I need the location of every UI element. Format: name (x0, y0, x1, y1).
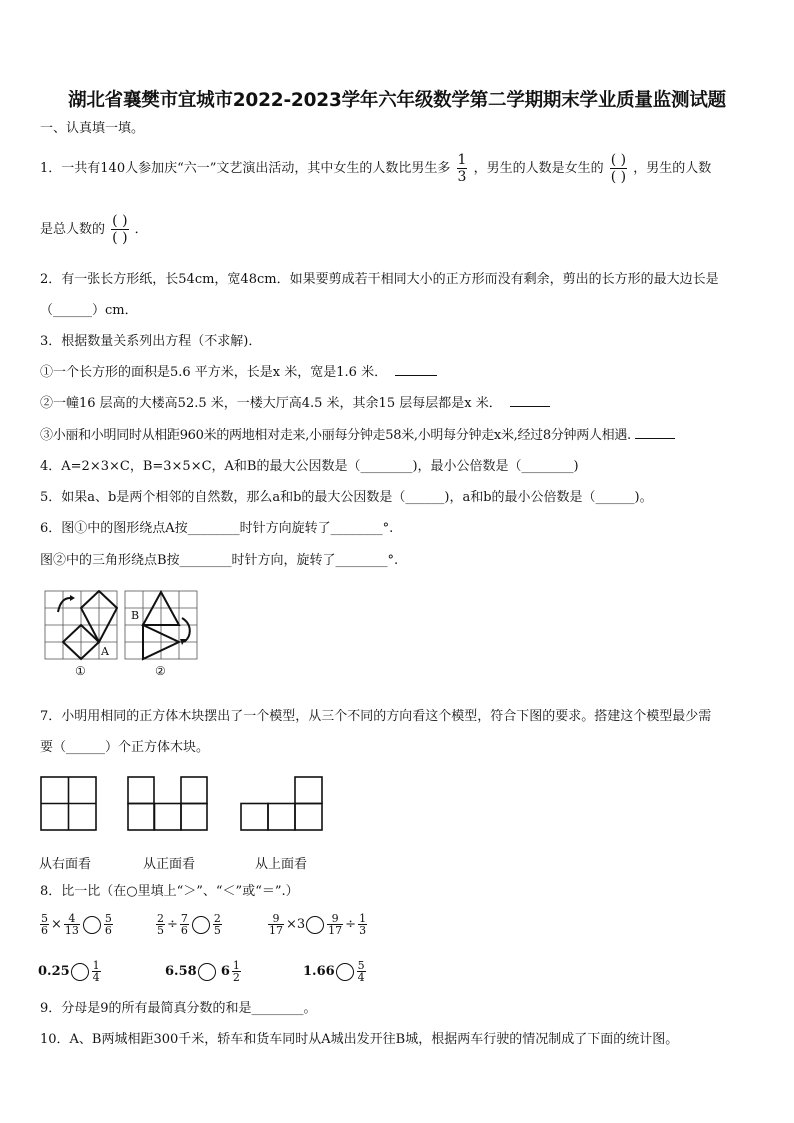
compare-expression-5: 6.58 6 $\frac{1}{2}$ (165, 960, 243, 983)
fraction: $\frac{1}{4}$ (92, 959, 100, 984)
fraction: $\frac{1}{3}$ (359, 912, 367, 937)
q1-fraction-numerator: 1 (457, 152, 467, 168)
q3-part-3-answer-blank[interactable] (635, 438, 675, 439)
question-8-intro: 8．比一比（在○里填上“＞”、“＜”或“＝”.） (40, 884, 299, 899)
q1-blank-den: ( ) (610, 169, 627, 185)
question-7-line-2[interactable]: 要（______）个正方体木块。 (40, 740, 210, 755)
question-3-intro: 3．根据数量关系列出方程（不求解)． (40, 334, 262, 349)
compare-circle-3[interactable] (306, 916, 324, 934)
fraction: $\frac{5}{6}$ (41, 912, 48, 937)
view-label-top: 从上面看 (255, 857, 308, 872)
compare-circle-4[interactable] (71, 963, 89, 981)
point-a-label: A (101, 645, 109, 658)
q1-text-b: ，男生的人数是女生的 (473, 161, 604, 176)
compare-expression-2: $\frac{2}{5}$ ÷ $\frac{7}{6}$ $\frac{2}{5}$ (157, 912, 221, 937)
figure-1-label: ① (75, 664, 86, 678)
fraction: $\frac{4}{13}$ (64, 912, 79, 937)
q1-text-a: 1．一共有140人参加庆“六一”文艺演出活动，其中女生的人数比男生多 (40, 161, 451, 176)
fraction: $\frac{9}{17}$ (269, 912, 283, 937)
compare-expression-3: $\frac{9}{17}$ ×3 $\frac{9}{17}$ ÷ $\frac{1}{3}$ (269, 912, 367, 937)
question-2-line-2[interactable]: （______）cm． (40, 303, 138, 318)
q1-text-c: ，男生的人数 (633, 161, 712, 176)
q1-fraction-denominator: 3 (457, 169, 467, 185)
point-b-label: B (131, 609, 140, 622)
view-label-front: 从正面看 (143, 857, 196, 872)
q1-blank-fraction-2[interactable] (111, 213, 128, 246)
question-1-line-2 (40, 213, 148, 246)
compare-circle-2[interactable] (192, 916, 210, 934)
q1-fraction (457, 152, 468, 185)
compare-expression-4: 0.25 $\frac{1}{4}$ (38, 959, 100, 984)
view-label-right: 从右面看 (39, 857, 92, 872)
question-6-line-2[interactable]: 图②中的三角形绕点B按________时针方向，旋转了________°. (40, 553, 399, 568)
fraction: $\frac{5}{4}$ (357, 959, 365, 984)
fraction: $\frac{5}{6}$ (104, 912, 112, 937)
question-10: 10．A、B两城相距300千米，轿车和货车同时从A城出发开往B城，根据两车行驶的情况制成了下面的统计图。 (40, 1032, 679, 1047)
question-3-part-1 (40, 365, 437, 381)
q1-blank-num: ( ) (610, 152, 627, 168)
q1-blank2-den: ( ) (112, 230, 128, 246)
question-4[interactable]: 4．A=2×3×C，B=3×5×C，A和B的最大公因数是（________)，最小公倍数是（________) (40, 459, 579, 474)
q1-blank-fraction-1[interactable] (610, 152, 627, 185)
question-2-line-1: 2．有一张长方形纸，长54cm，宽48cm．如果要剪成若干相同大小的正方形而没有剩余，剪出的长方形的最大边长是 (40, 272, 719, 287)
rotation-figure-1 (44, 590, 122, 662)
question-1-line-1 (40, 152, 711, 185)
rotation-figure-2 (124, 590, 198, 662)
compare-expression-6: 1.66 $\frac{5}{4}$ (303, 959, 365, 984)
q1-text-d: 是总人数的 (40, 222, 106, 237)
question-6-line-1[interactable]: 6．图①中的图形绕点A按________时针方向旋转了________°. (40, 521, 394, 536)
view-from-right (40, 776, 98, 832)
view-from-front (127, 776, 209, 832)
page-title: 湖北省襄樊市宜城市2022-2023学年六年级数学第二学期期末学业质量监测试题 (68, 90, 726, 111)
view-from-top (240, 776, 324, 832)
figure-2-label: ② (155, 664, 166, 678)
question-3-part-2 (40, 396, 550, 412)
fraction: $\frac{2}{5}$ (213, 912, 221, 937)
q1-text-e: ． (134, 222, 148, 237)
section-heading: 一、认真填一填。 (40, 121, 145, 136)
q3-part-2-text: ②一幢16 层高的大楼高52.5 米，一楼大厅高4.5 米，其余15 层每层都是x 米． (40, 396, 502, 411)
q3-part-1-text: ①一个长方形的面积是5.6 平方米，长是x 米，宽是1.6 米． (40, 365, 388, 380)
fraction: $\frac{7}{6}$ (180, 912, 188, 937)
q3-part-2-answer-blank[interactable] (510, 406, 550, 407)
question-3-part-3 (40, 428, 675, 444)
fraction: $\frac{9}{17}$ (328, 912, 343, 937)
compare-expression-1: $\frac{5}{6}$ × $\frac{4}{13}$ $\frac{5}{6}$ (41, 912, 112, 937)
compare-circle-5[interactable] (198, 963, 216, 981)
compare-circle-6[interactable] (336, 963, 354, 981)
compare-circle-1[interactable] (83, 916, 101, 934)
q3-part-1-answer-blank[interactable] (395, 375, 437, 376)
mixed-number: 6 $\frac{1}{2}$ (220, 959, 240, 984)
fraction: $\frac{2}{5}$ (157, 912, 164, 937)
q3-part-3-text: ③小丽和小明同时从相距960米的两地相对走来,小丽每分钟走58米,小明每分钟走x米,经过8分钟两人相遇. (40, 428, 631, 443)
question-5[interactable]: 5．如果a、b是两个相邻的自然数，那么a和b的最大公因数是（______)，a和b的最小公倍数是（______)。 (40, 490, 653, 505)
question-9[interactable]: 9．分母是9的所有最简真分数的和是________。 (40, 1001, 317, 1016)
q1-blank2-num: ( ) (112, 213, 128, 229)
question-7-line-1: 7．小明用相同的正方体木块摆出了一个模型，从三个不同的方向看这个模型，符合下图的要求。搭建这个模型最少需 (40, 709, 712, 724)
